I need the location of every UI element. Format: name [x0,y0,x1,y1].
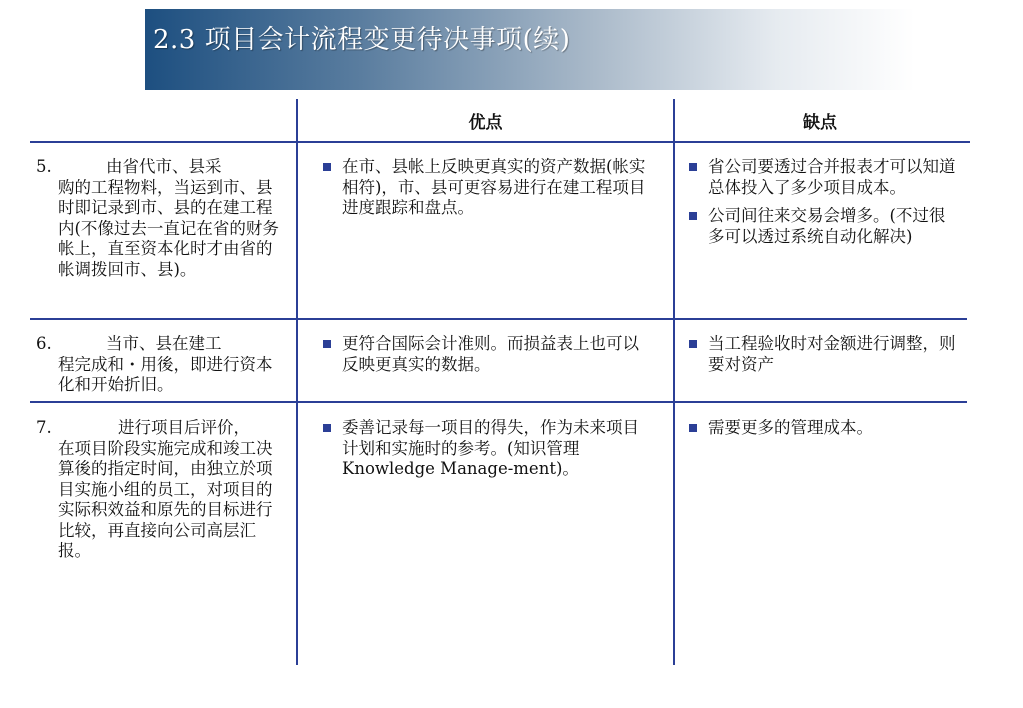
list-item: 公司间往来交易会增多。(不过很多可以透过系统自动化解决) [688,206,956,247]
row-number: 6. [36,334,52,353]
header-cons: 缺点 [803,113,837,133]
row-lead: 进行项目后评价， [118,418,250,437]
bullet-square-icon [323,340,331,348]
column-divider-2 [673,99,675,665]
row-6-description [36,334,284,396]
row-lead: 当市、县在建工 [106,334,222,353]
row-6-pros [322,334,652,383]
list-item: 当工程验收时对金额进行调整，则要对资产 [688,334,956,375]
row-6-cons [688,334,956,383]
bullet-square-icon [689,163,697,171]
bullet-square-icon [689,340,697,348]
row-7-pros [322,418,652,488]
row-lead: 由省代市、县采 [106,157,222,176]
row-5-description [36,157,284,280]
row-5-pros [322,157,652,227]
list-item: 省公司要透过合并报表才可以知道总体投入了多少项目成本。 [688,157,956,198]
page-title: 2.3 项目会计流程变更待决事项(续) [153,25,571,55]
row-7-cons [688,418,956,447]
row-5-cons [688,157,956,255]
bullet-square-icon [689,424,697,432]
header-rule [30,141,970,143]
bullet-square-icon [689,212,697,220]
row-rule-2 [30,401,967,403]
row-number: 7. [36,418,52,437]
list-item: 委善记录每一项目的得失，作为未来项目计划和实施时的参考。(知识管理Knowledge Manage-ment)。 [322,418,652,480]
bullet-square-icon [323,424,331,432]
row-text: 在项目阶段实施完成和竣工决算後的指定时间，由独立於项目实施小组的员工，对项目的实际积效益和原先的目标进行比较，再直接向公司高层汇报。 [58,438,273,560]
row-text: 程完成和・用後，即进行资本化和开始折旧。 [58,354,273,394]
row-text: 购的工程物料，当运到市、县时即记录到市、县的在建工程内(不像过去一直记在省的财务帐上，直至资本化时才由省的帐调拨回市、县)。 [58,177,279,279]
column-divider-1 [296,99,298,665]
row-7-description [36,418,284,562]
bullet-square-icon [323,163,331,171]
header-pros: 优点 [468,113,503,133]
row-rule-1 [30,318,967,320]
list-item: 更符合国际会计准则。而损益表上也可以反映更真实的数据。 [322,334,652,375]
list-item: 需要更多的管理成本。 [688,418,956,439]
list-item: 在市、县帐上反映更真实的资产数据(帐实相符)，市、县可更容易进行在建工程项目进度跟踪和盘点。 [322,157,652,219]
row-number: 5. [36,157,52,176]
